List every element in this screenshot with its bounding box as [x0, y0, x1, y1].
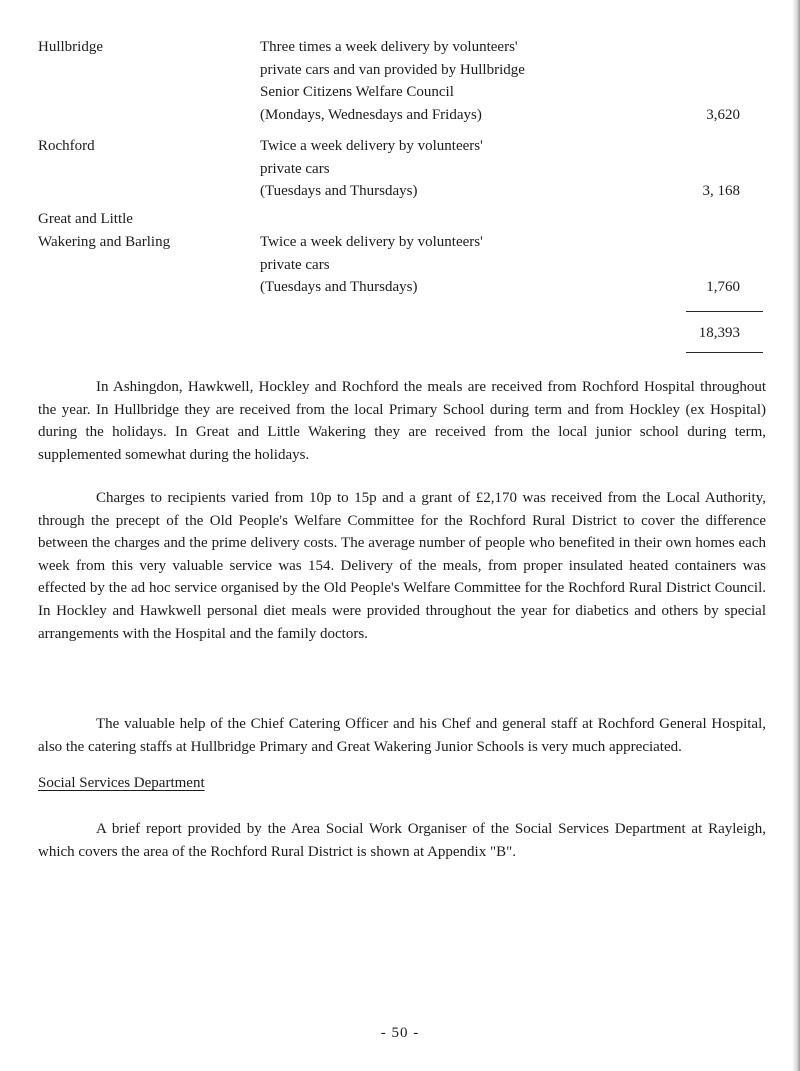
paragraph-text: The valuable help of the Chief Catering Officer and his Chef and general staff at Rochford General Hospital, also the catering staffs at Hullbridge Primary and Great Wakering Junior Schools is very much appreciated. [38, 716, 766, 755]
total-rule-top [686, 311, 763, 312]
meals-count-hullbridge: 3,620 [706, 107, 740, 123]
meals-total: 18,393 [698, 325, 740, 341]
meals-count-rochford: 3, 168 [702, 183, 740, 199]
meals-count-wakering-barling: 1,760 [706, 279, 740, 295]
description-line: Senior Citizens Welfare Council [260, 84, 454, 101]
place-wakering-barling [38, 208, 170, 253]
description-line: (Tuesdays and Thursdays) [260, 279, 418, 296]
description-line: Three times a week delivery by volunteers' [260, 39, 518, 55]
paragraph-text: In Ashingdon, Hawkwell, Hockley and Rochford the meals are received from Rochford Hospital throughout the year. In Hullbridge they are received from the local Primary School during term and from Hockley (ex Hospital) during the holidays. In Great and Little Wakering they are received from the local junior school during term, supplemented somewhat during the holidays. [38, 379, 766, 463]
place-line: Great and Little [38, 211, 133, 227]
place-line: Wakering and Barling [38, 233, 171, 250]
place-hullbridge [38, 36, 103, 59]
paragraph-text: A brief report provided by the Area Social Work Organiser of the Social Services Department at Rayleigh, which covers the area of the Rochford Rural District is shown at Appendix "B". [38, 821, 766, 860]
description-line: (Tuesdays and Thursdays) [260, 183, 418, 200]
description-line: Twice a week delivery by volunteers' [260, 234, 483, 250]
description-line: (Mondays, Wednesdays and Fridays) [260, 106, 482, 123]
section-heading: Social Services Department [38, 775, 205, 791]
description-line: private cars [260, 160, 330, 177]
paragraph-social-services [38, 818, 766, 863]
page-number: - 50 - [380, 1025, 420, 1041]
place-line: Hullbridge [38, 39, 103, 55]
place-rochford [38, 135, 95, 158]
description-line: private cars [260, 256, 330, 273]
delivery-description-hullbridge [260, 36, 640, 126]
description-line: private cars and van provided by Hullbridge [260, 61, 525, 78]
page-edge-shadow [792, 0, 800, 1071]
place-line: Rochford [38, 138, 95, 154]
total-rule-bottom [686, 352, 763, 353]
description-line: Twice a week delivery by volunteers' [260, 138, 483, 154]
paragraph-text: Charges to recipients varied from 10p to 15p and a grant of £2,170 was received from the Local Authority, through the precept of the Old People's Welfare Committee for the Rochford Rural District to cover the difference between the charges and the prime delivery costs. The average number of people who benefited in their own homes each week from this very valuable service was 154. Delivery of the meals, from proper insulated heated containers was effected by the ad hoc service organised by the Old People's Welfare Committee for the Rochford Rural District Council. In Hockley and Hawkwell personal diet meals were provided throughout the year for diabetics and others by special arrangements with the Hospital and the family doctors. [38, 490, 766, 642]
delivery-description-wakering-barling [260, 231, 640, 299]
paragraph-charges [38, 487, 766, 645]
paragraph-acknowledgement [38, 713, 766, 758]
paragraph-meal-sources [38, 376, 766, 466]
delivery-description-rochford [260, 135, 640, 203]
